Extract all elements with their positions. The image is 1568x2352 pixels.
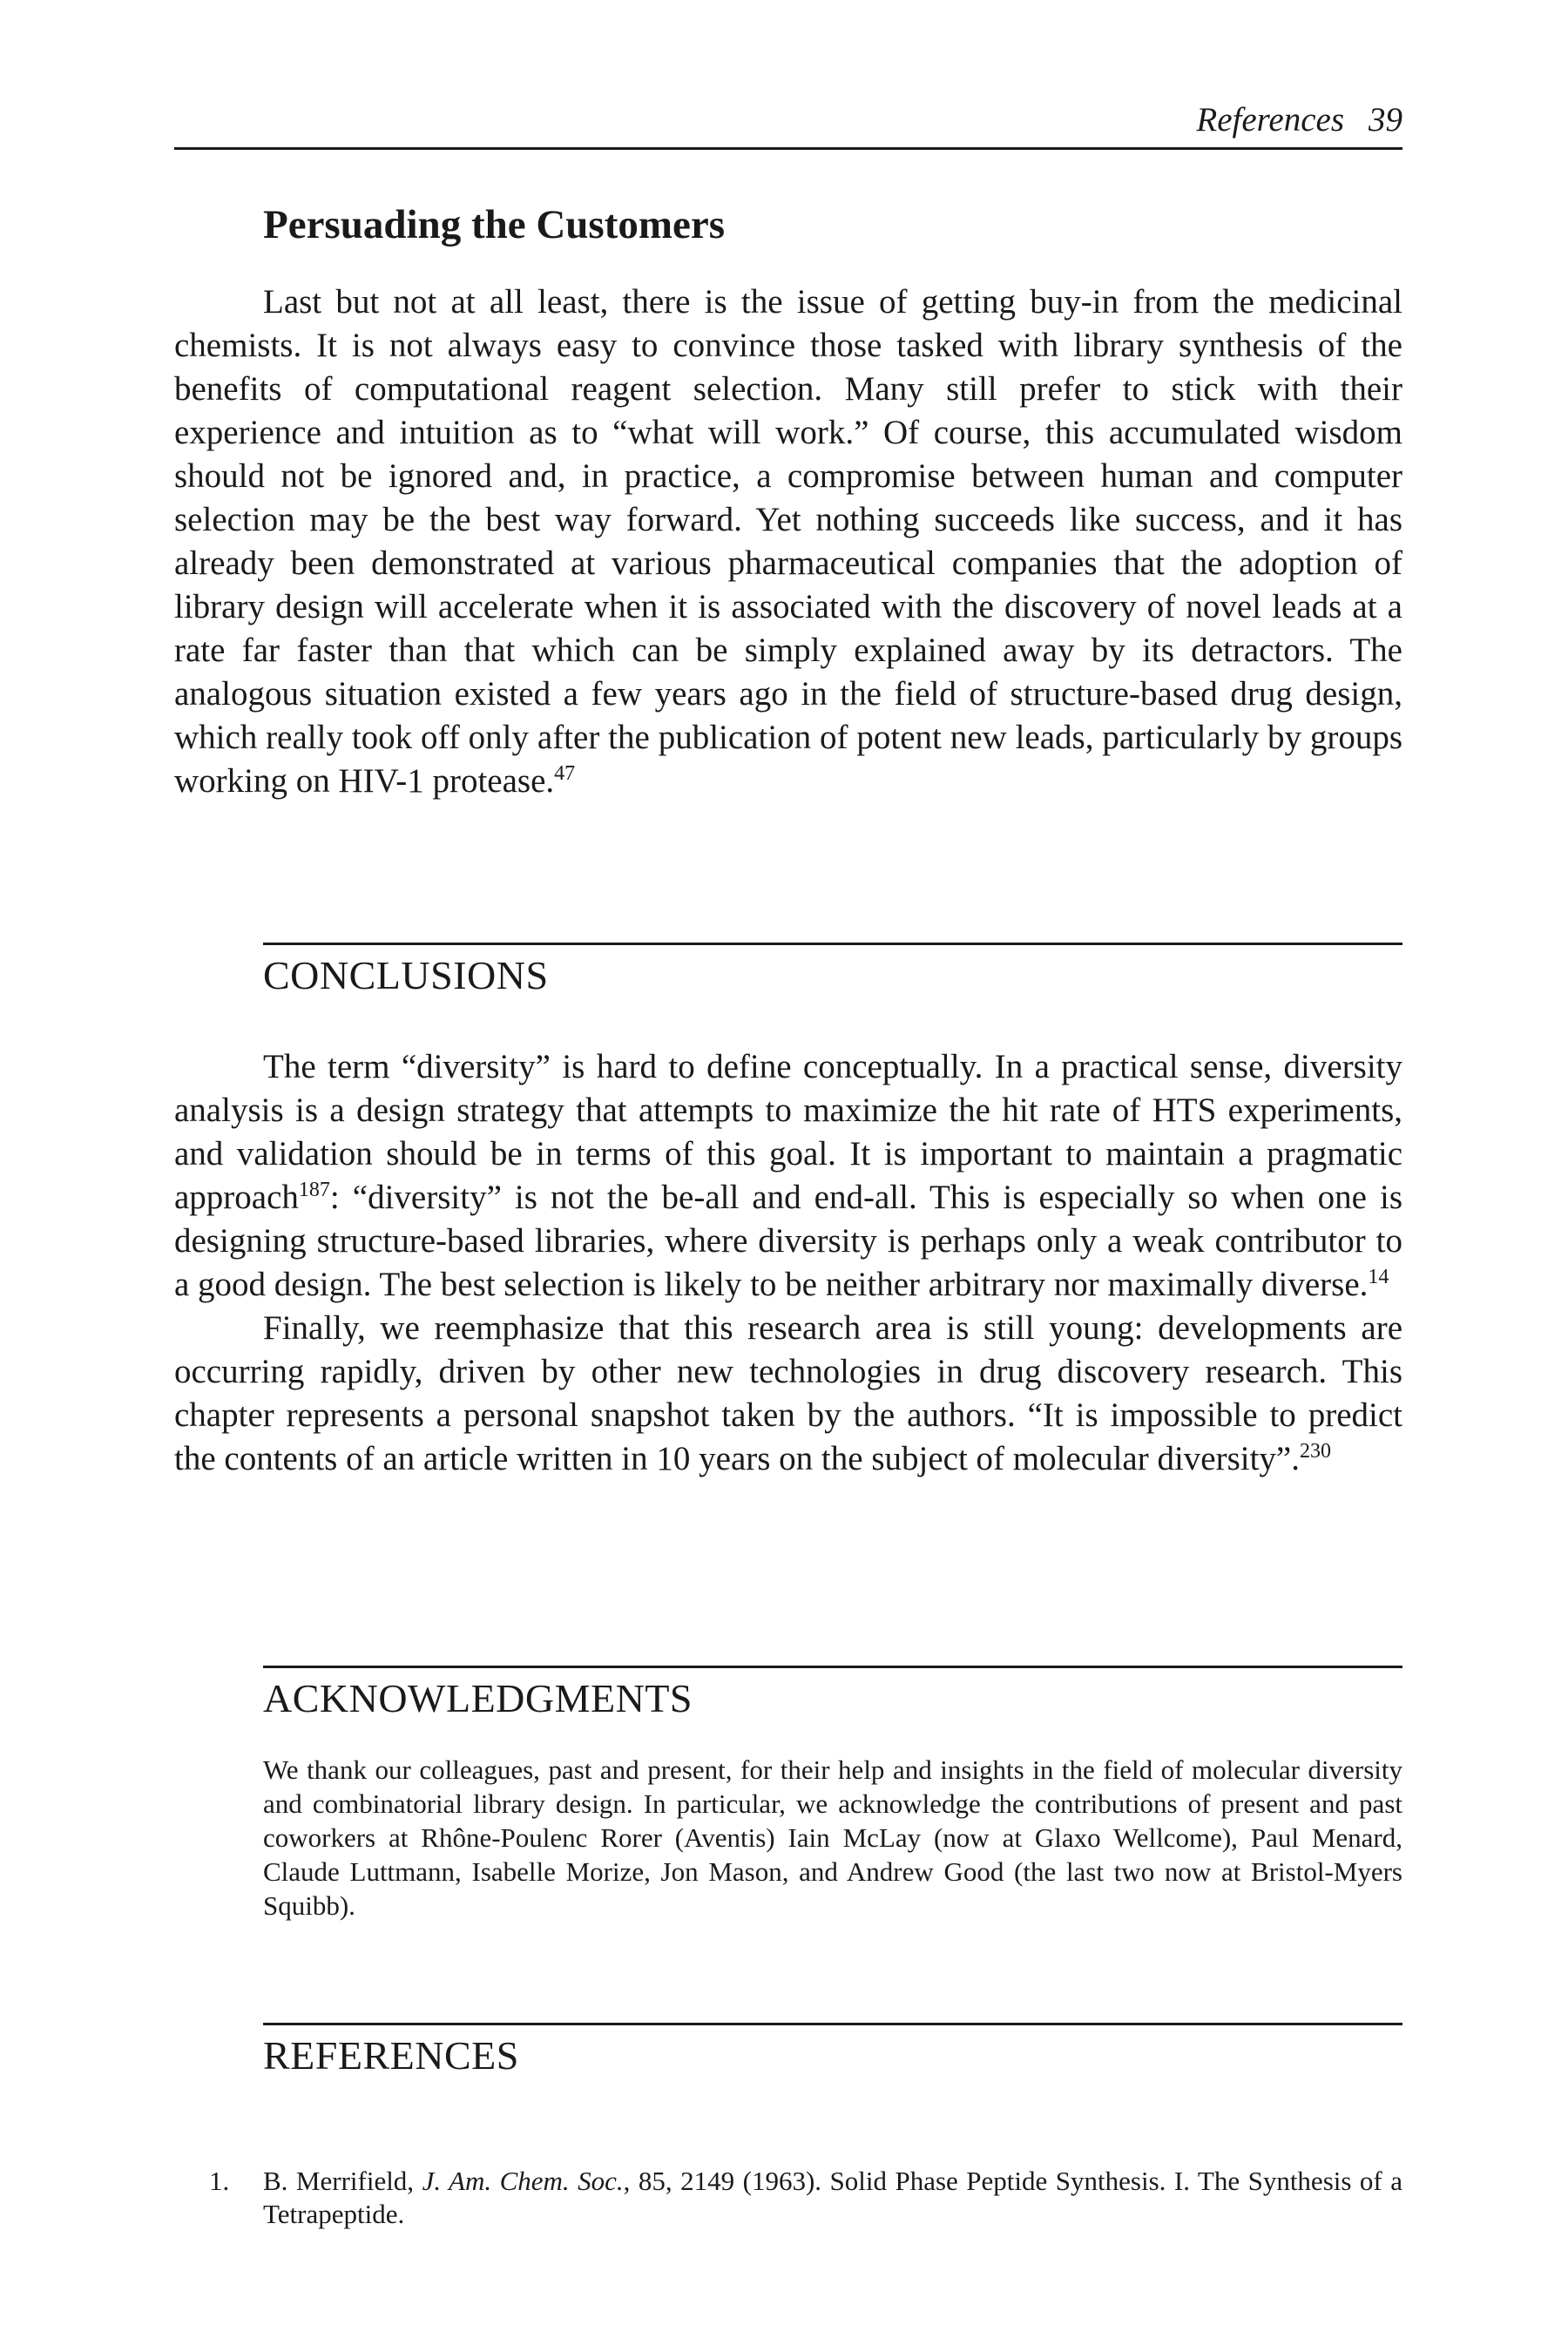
- section-heading-acknowledgments: ACKNOWLEDGMENTS: [263, 1676, 693, 1720]
- section-heading-conclusions: CONCLUSIONS: [263, 953, 549, 997]
- persuading-text: Last but not at all least, there is the issue of getting buy-in from the medicinal chemists. It is not always easy to convince those tasked with library synthesis of the benefits of computational reagent selection. Many still prefer to stick with their experience and intuition as to “what will work.” Of course, this accumulated wisdom should not be ignored and, in practice, a compromise between human and computer selection may be the best way forward. Yet nothing succeeds like success, and it has already been demonstrated at various pharmaceutical companies that the adoption of library design will accelerate when it is associated with the discovery of novel leads at a rate far faster than that which can be simply explained away by its detractors. The analogous situation existed a few years ago in the field of structure-based drug design, which really took off only after the publication of potent new leads, particularly by groups working on HIV-1 protease.: [174, 283, 1402, 800]
- conclusions-text-2: Finally, we reemphasize that this research area is still young: developments are occurring rapidly, driven by other new technologies in drug discovery research. This chapter represents a personal snapshot taken by the authors. “It is impossible to predict the contents of an article written in 10 years on the subject of molecular diversity”.: [174, 1309, 1402, 1477]
- citation-230: 230: [1300, 1440, 1331, 1463]
- conclusions-section: [174, 1045, 1402, 1481]
- section-rule-conclusions: [263, 943, 1402, 945]
- persuading-section: [174, 280, 1402, 803]
- reference-author: B. Merrifield,: [263, 2166, 422, 2196]
- reference-body: [263, 2165, 1402, 2231]
- acknowledgments-text: We thank our colleagues, past and present, for their help and insights in the field of molecular diversity and combinatorial library design. In particular, we acknowledge the contributions of present and past coworkers at Rhône-Poulenc Rorer (Aventis) Iain McLay (now at Glaxo Wellcome), Paul Menard, Claude Luttmann, Isabelle Morize, Jon Mason, and Andrew Good (the last two now at Bristol-Myers Squibb).: [263, 1754, 1402, 1921]
- running-title: References: [1196, 101, 1344, 139]
- reference-journal: J. Am. Chem. Soc.: [422, 2166, 624, 2196]
- citation-187: 187: [298, 1179, 330, 1201]
- citation-14: 14: [1368, 1266, 1389, 1288]
- section-rule-acknowledgments: [263, 1666, 1402, 1668]
- reference-number: 1.: [209, 2166, 230, 2196]
- subsection-heading-persuading: Persuading the Customers: [263, 202, 726, 247]
- reference-item: [209, 2165, 1402, 2231]
- persuading-paragraph: [174, 280, 1402, 803]
- conclusions-text-1b: : “diversity” is not the be-all and end-all. This is especially so when one is designing structure-based libraries, where diversity is perhaps only a weak contributor to a good design. The best selection is likely to be neither arbitrary nor maximally diverse.: [174, 1179, 1402, 1303]
- page-number: 39: [1369, 101, 1402, 139]
- reference-details: , 85, 2149 (1963). Solid Phase Peptide Synthesis. I. The Synthesis of a Tetrapeptide.: [263, 2166, 1402, 2229]
- running-header: [174, 98, 1402, 150]
- conclusions-paragraph-2: [174, 1307, 1402, 1481]
- section-rule-references: [263, 2023, 1402, 2025]
- citation-47: 47: [554, 762, 576, 785]
- section-heading-references: REFERENCES: [263, 2033, 519, 2078]
- conclusions-text-1a: The term “diversity” is hard to define conceptually. In a practical sense, diversity analysis is a design strategy that attempts to maximize the hit rate of HTS experiments, and validation should be in terms of this goal. It is important to maintain a pragmatic approach: [174, 1048, 1402, 1216]
- reference-list: [209, 2165, 1402, 2231]
- conclusions-paragraph-1: [174, 1045, 1402, 1307]
